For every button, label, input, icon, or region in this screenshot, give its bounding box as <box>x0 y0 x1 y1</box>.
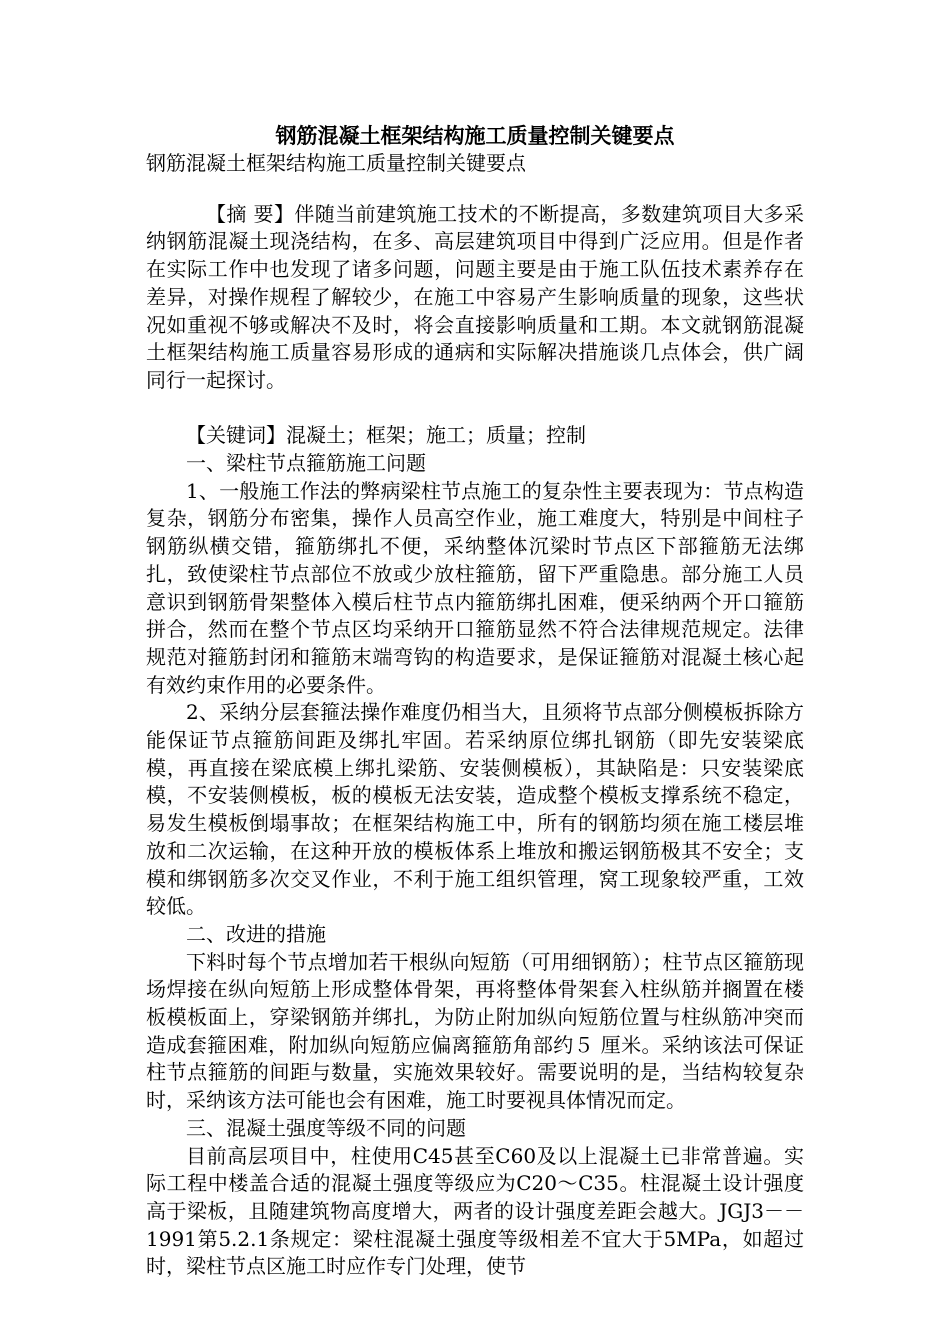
section-3-heading: 三、混凝土强度等级不同的问题 <box>186 1115 466 1140</box>
document-body <box>146 150 804 1281</box>
section-1-paragraph-1: 1、一般施工作法的弊病梁柱节点施工的复杂性主要表现为：节点构造复杂，钢筋分布密集，操作人员高空作业，施工难度大，特别是中间柱子钢筋纵横交错，箍筋绑扎不便，采纳整体沉梁时节点区下部箍筋无法绑扎，致使梁柱节点部位不放或少放柱箍筋，留下严重隐患。部分施工人员意识到钢筋骨架整体入模后柱节点内箍筋绑扎困难，便采纳两个开口箍筋拼合，然而在整个节点区均采纳开口箍筋显然不符合法律规范规定。法律规范对箍筋封闭和箍筋末端弯钩的构造要求，是保证箍筋对混凝土核心起有效约束作用的必要条件。 <box>146 478 804 697</box>
spacer <box>146 178 804 201</box>
section-2-paragraph-1: 下料时每个节点增加若干根纵向短筋（可用细钢筋）；柱节点区箍筋现场焊接在纵向短筋上形成整体骨架，再将整体骨架套入柱纵筋并搁置在楼板模板面上，穿梁钢筋并绑扎，为防止附加纵向短筋位置与柱纵筋冲突而造成套箍困难，附加纵向短筋应偏离箍筋角部约５ 厘米。采纳该法可保证柱节点箍筋的间距与数量，实施效果较好。需要说明的是，当结构较复杂时，采纳该方法可能也会有困难，施工时要视具体情况而定。 <box>146 949 804 1113</box>
section-3-paragraph-1: 目前高层项目中，柱使用C45甚至C60及以上混凝土已非常普遍。实际工程中楼盖合适的混凝土强度等级应为C20～C35。柱混凝土设计强度高于梁板，且随建筑物高度增大，两者的设计强度差距会越大。JGJ3－－1991第5.2.1条规定：梁柱混凝土强度等级相差不宜大于5MPa，如超过时，梁柱节点区施工时应作专门处理，使节 <box>146 1143 804 1279</box>
document-subtitle: 钢筋混凝土框架结构施工质量控制关键要点 <box>146 151 526 175</box>
keywords-line: 【关键词】混凝土；框架；施工；质量；控制 <box>186 423 586 448</box>
section-2-heading: 二、改进的措施 <box>186 921 326 946</box>
section-1-paragraph-2: 2、采纳分层套箍法操作难度仍相当大，且须将节点部分侧模板拆除方能保证节点箍筋间距及绑扎牢固。若采纳原位绑扎钢筋（即先安装梁底模，再直接在梁底模上绑扎梁筋、安装侧模板），其缺陷是：只安装梁底模，不安装侧模板，板的模板无法安装，造成整个模板支撑系统不稳定，易发生模板倒塌事故；在框架结构施工中，所有的钢筋均须在施工楼层堆放和二次运输，在这种开放的模板体系上堆放和搬运钢筋极其不安全；支模和绑钢筋多次交叉作业，不利于施工组织管理，窝工现象较严重，工效较低。 <box>146 700 804 919</box>
spacer <box>146 395 804 423</box>
document-title: 钢筋混凝土框架结构施工质量控制关键要点 <box>275 123 675 148</box>
abstract-paragraph: 【摘 要】伴随当前建筑施工技术的不断提高，多数建筑项目大多采纳钢筋混凝土现浇结构，在多、高层建筑项目中得到广泛应用。但是作者在实际工作中也发现了诸多问题，问题主要是由于施工队伍技术素养存在差异，对操作规程了解较少，在施工中容易产生影响质量的现象，这些状况如重视不够或解决不及时，将会直接影响质量和工期。本文就钢筋混凝土框架结构施工质量容易形成的通病和实际解决措施谈几点体会，供广阔同行一起探讨。 <box>146 201 804 392</box>
section-1-heading: 一、梁柱节点箍筋施工问题 <box>186 451 426 476</box>
